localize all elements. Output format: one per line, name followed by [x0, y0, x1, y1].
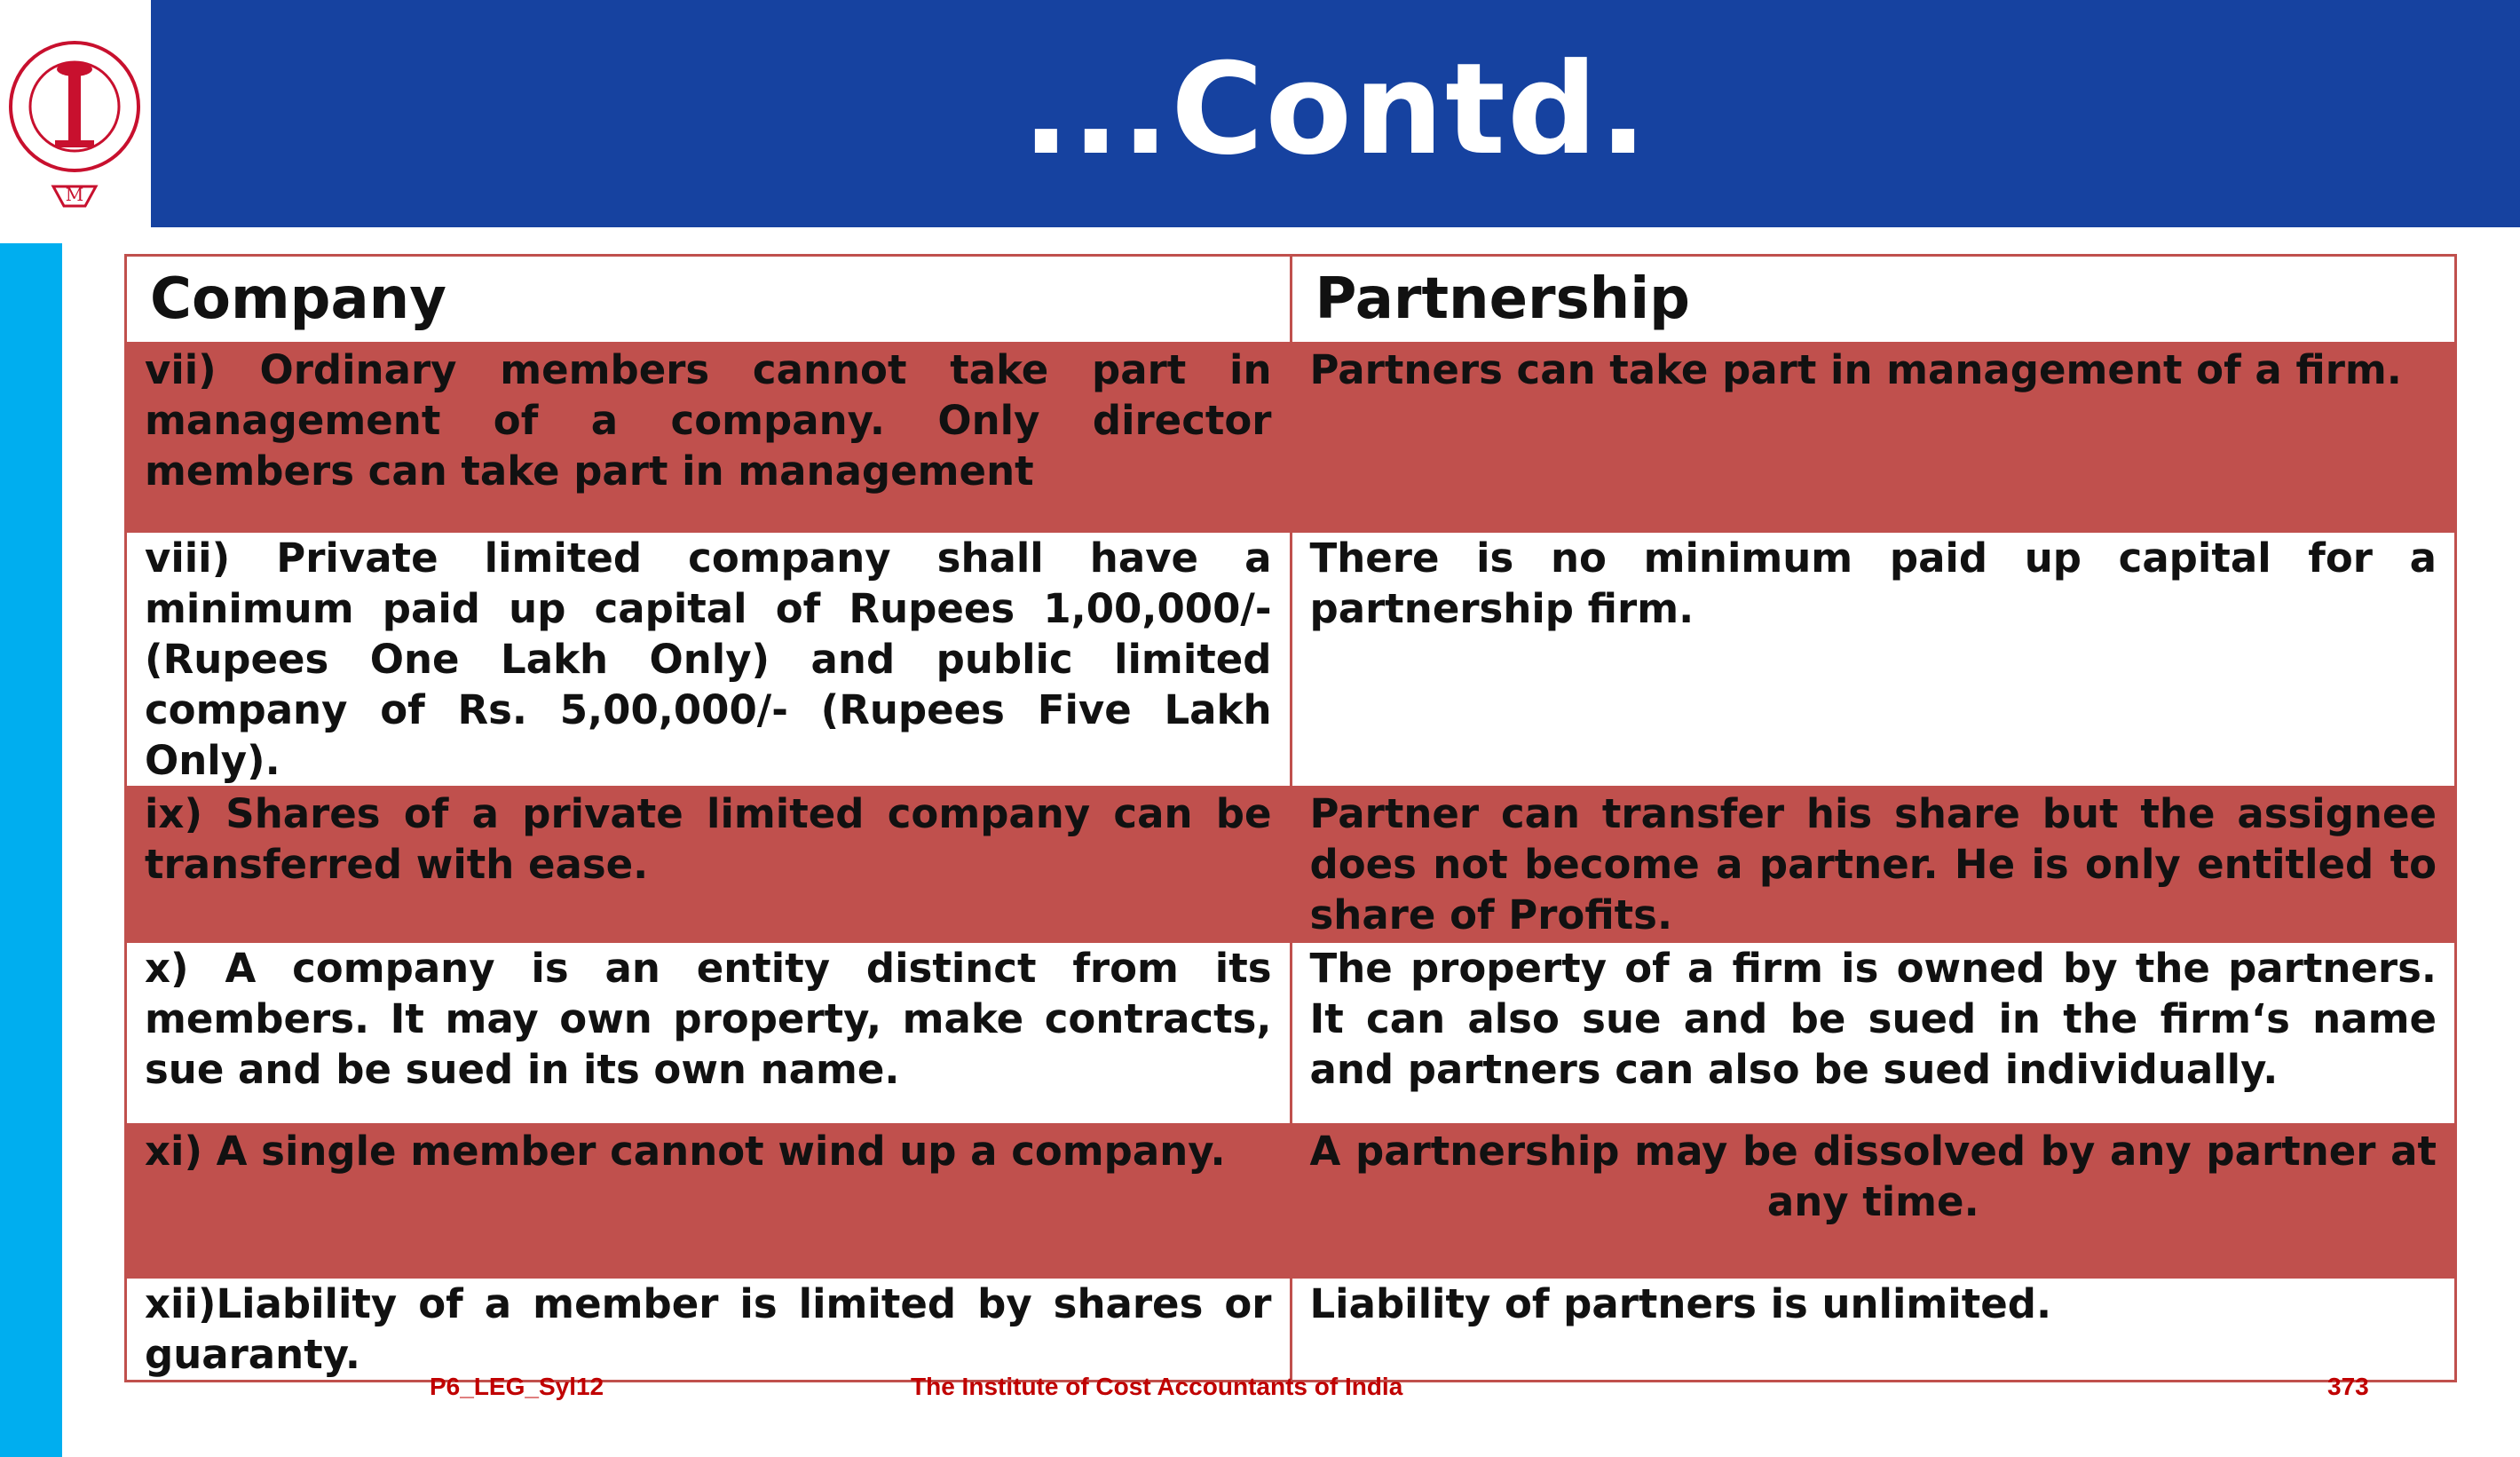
- company-column-header: Company: [126, 256, 1292, 344]
- table-row: [126, 532, 2456, 788]
- slide-title: ...Contd.: [1022, 36, 1649, 183]
- table-row: [126, 942, 2456, 1125]
- svg-text:M: M: [65, 184, 84, 205]
- partnership-cell: The property of a firm is owned by the partners. It can also sue and be sued in the firm‘s name and partners can also be sued individually.: [1291, 942, 2456, 1125]
- company-cell: ix) Shares of a private limited company can be transferred with ease.: [126, 788, 1292, 942]
- company-cell: xi) A single member cannot wind up a company.: [126, 1125, 1292, 1278]
- company-cell: x) A company is an entity distinct from its members. It may own property, make contracts, sue and be sued in its own name.: [126, 942, 1292, 1125]
- partnership-cell: Liability of partners is unlimited.: [1291, 1278, 2456, 1382]
- partnership-column-header: Partnership: [1291, 256, 2456, 344]
- comparison-table: [124, 254, 2457, 1382]
- partnership-cell: There is no minimum paid up capital for a partnership firm.: [1291, 532, 2456, 788]
- company-cell: vii) Ordinary members cannot take part in management of a company. Only director members can take part in management: [126, 344, 1292, 532]
- table-row: [126, 1125, 2456, 1278]
- footer-page-number: 373: [2327, 1373, 2369, 1400]
- partnership-cell: A partnership may be dissolved by any partner at any time.: [1291, 1125, 2456, 1278]
- partnership-cell: Partner can transfer his share but the assignee does not become a partner. He is only entitled to share of Profits.: [1291, 788, 2456, 942]
- footer-institute-name: The Institute of Cost Accountants of India: [911, 1373, 1403, 1400]
- partnership-cell: Partners can take part in management of a firm.: [1291, 344, 2456, 532]
- left-accent-bar: [0, 243, 62, 1457]
- company-cell: viii) Private limited company shall have a minimum paid up capital of Rupees 1,00,000/-(Rupees One Lakh Only) and public limited company of Rs. 5,00,000/- (Rupees Five Lakh Only).: [126, 532, 1292, 788]
- table-row: [126, 344, 2456, 532]
- table-row: [126, 788, 2456, 942]
- footer-course-code: P6_LEG_Syl12: [430, 1373, 604, 1400]
- table-row: [126, 1278, 2456, 1382]
- table-header-row: [126, 256, 2456, 344]
- institute-logo: [0, 0, 149, 227]
- company-cell: xii)Liability of a member is limited by shares or guaranty.: [126, 1278, 1292, 1382]
